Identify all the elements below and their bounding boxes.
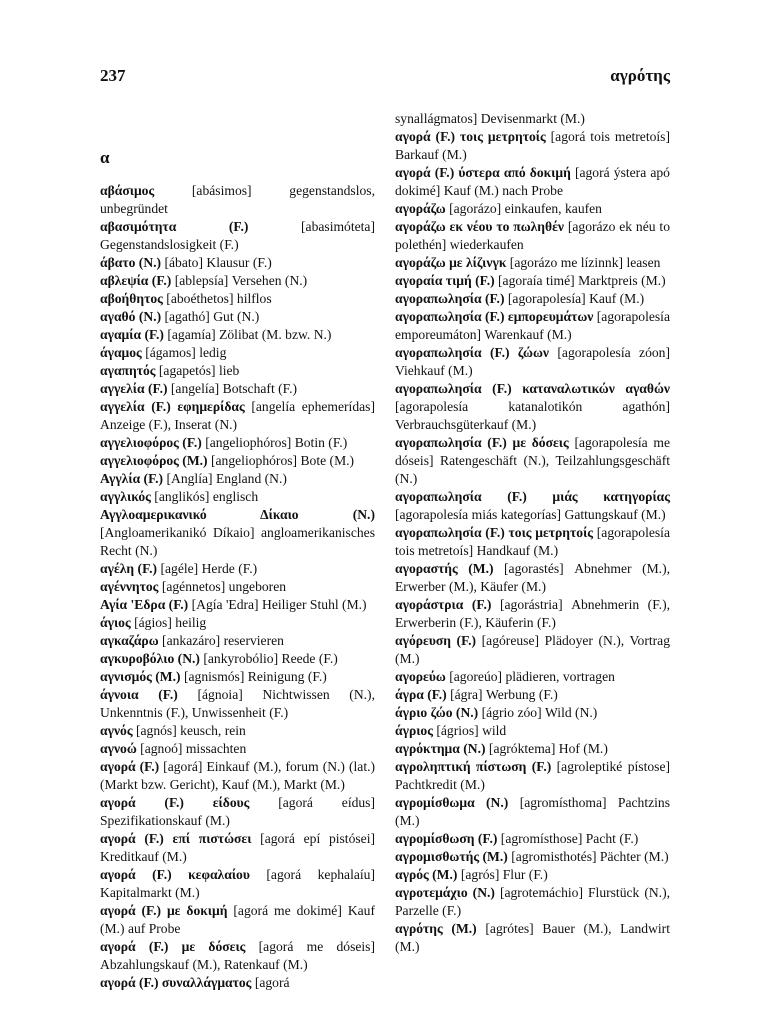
entry-transliteration: [angeliophóros] [210,453,298,468]
entry-gloss: hilflos [236,291,272,306]
entry-transliteration: [agorástria] [499,597,563,612]
entry-transliteration: [angelía] [170,381,220,396]
entry-gloss: Botschaft (F.) [222,381,298,396]
entry-transliteration: [agorá [254,975,290,990]
entry-gloss: Reede (F.) [281,651,338,666]
entry-gloss: Abnehmer (M.), Erwerber (M.), Käufer (M.) [395,561,671,594]
entry-headword: άγιος [100,615,131,630]
entry-transliteration: [agnoó] [140,741,183,756]
entry-gloss: Kapitalmarkt (M.) [100,885,200,900]
entry-headword: αβασιμότητα (F.) [100,219,249,234]
entry-transliteration: [Angloamerikanikó Díkaio] [100,525,255,540]
dictionary-entry [395,560,670,596]
entry-transliteration: [abasimóteta] [301,219,375,234]
entry-gloss: Ratengeschäft (N.), Teilzahlungsgeschäft (N.) [395,453,671,486]
entry-transliteration: [agoraía timé] [498,273,575,288]
dictionary-entry [395,254,670,272]
entry-transliteration: [agromísthoma] [519,795,607,810]
dictionary-entry [395,866,670,884]
entry-gloss: Bauer (M.), Landwirt (M.) [395,921,670,954]
dictionary-entry [100,254,375,272]
dictionary-entry [395,290,670,308]
dictionary-entry [100,938,375,974]
entry-transliteration: [agnismós] [183,669,245,684]
entry-transliteration: [agorázo ek néu to polethén] [395,219,670,252]
entry-headword: αγορά (F.) με δοκιμή [100,903,228,918]
entry-headword: αγοραπωλησία (F.) εμπορευμάτων [395,309,594,324]
entry-headword: αγρότης (M.) [395,921,477,936]
entry-gloss: Reinigung (F.) [247,669,327,684]
entry-headword: αγέννητος [100,579,159,594]
dictionary-entry [100,326,375,344]
entry-gloss: Flur (F.) [502,867,548,882]
dictionary-entry [100,974,375,992]
entry-headword: αγόρευση (F.) [395,633,477,648]
entry-transliteration: [agroleptiké pístose] [556,759,670,774]
entry-gloss: leasen [626,255,661,270]
entry-transliteration: [ablepsía] [174,273,229,288]
entry-transliteration: [agorázo me lízinnk] [509,255,624,270]
dictionary-entry [100,686,375,722]
entry-headword: αγγελιοφόρος (F.) [100,435,202,450]
entry-headword: αβάσιμος [100,183,155,198]
entry-gloss: Nichtwissen (N.), Unkenntnis (F.), Unwissenheit (F.) [100,687,375,720]
entry-transliteration: [ágios] [134,615,172,630]
entry-headword: αγοράζω με λίζινγκ [395,255,507,270]
entry-headword: αγοραπωλησία (F.) ζώων [395,345,549,360]
entry-gloss: ungeboren [228,579,287,594]
entry-transliteration: [agromisthotés] [511,849,597,864]
entry-gloss: Viehkauf (M.) [395,363,473,378]
dictionary-entry [100,308,375,326]
entry-transliteration: [agrótes] [485,921,534,936]
entry-transliteration: [ábato] [164,255,203,270]
dictionary-entry [100,794,375,830]
entry-headword: αγοράζω [395,201,446,216]
entry-transliteration: [agénnetos] [161,579,226,594]
dictionary-entry [100,290,375,308]
entry-headword: αγορά (F.) συναλλάγματος [100,975,252,990]
entry-headword: αγοραπωλησία (F.) μιάς κατηγορίας [395,489,670,504]
entry-headword: αγορεύω [395,669,446,684]
dictionary-entry [100,722,375,740]
entry-headword: αγοραπωλησία (F.) [395,291,505,306]
dictionary-entry [395,308,670,344]
entry-headword: αγροληπτική πίστωση (F.) [395,759,552,774]
entry-transliteration: [anglikós] [154,489,210,504]
dictionary-entry [100,758,375,794]
entry-gloss: Gut (N.) [213,309,260,324]
entry-gloss: Verbrauchsgüterkauf (M.) [395,417,537,432]
entry-headword: Αγγλία (F.) [100,471,164,486]
entry-transliteration: [abásimos] [191,183,252,198]
dictionary-entry [395,110,670,128]
entry-transliteration: [agrós] [460,867,500,882]
entry-transliteration: [agorapolesía me dóseis] [395,435,670,468]
entry-headword: άγριος [395,723,433,738]
entry-transliteration: [angelía ephemerídas] [251,399,375,414]
entry-transliteration: [agorapolesía] [507,291,586,306]
entry-transliteration: [agorapolesía katanalotikón agathón] [395,399,670,414]
entry-transliteration: [angeliophóros] [205,435,292,450]
dictionary-entry [100,740,375,758]
dictionary-entry [395,596,670,632]
entry-gloss: gegenstandslos, unbegründet [100,183,375,216]
entry-transliteration: [agorá me dóseis] [258,939,375,954]
entry-headword: αγορά (F.) επί πιστώσει [100,831,252,846]
entry-headword: αγγελιοφόρος (M.) [100,453,208,468]
entry-headword: αγροτεμάχιο (N.) [395,885,495,900]
entry-headword: αγρομισθωτής (M.) [395,849,508,864]
entry-transliteration: [agamía] [167,327,216,342]
entry-headword: αγορά (F.) ύστερα από δοκιμή [395,165,571,180]
entry-gloss: Flurstück (N.), Parzelle (F.) [395,885,671,918]
dictionary-entry [100,668,375,686]
left-column [100,182,375,992]
entry-headword: αγρομίσθωμα (N.) [395,795,509,810]
entry-headword: άγρα (F.) [395,687,447,702]
page-number: 237 [100,66,126,85]
entry-transliteration: [agromísthose] [500,831,583,846]
dictionary-entry [100,362,375,380]
entry-headword: αβοήθητος [100,291,163,306]
dictionary-entry [100,614,375,632]
dictionary-entry [395,686,670,704]
entry-transliteration: [agorapolesía emporeumáton] [395,309,670,342]
entry-gloss: Wild (N.) [545,705,598,720]
right-column [395,110,670,956]
entry-gloss: lieb [218,363,240,378]
dictionary-entry [100,902,375,938]
dictionary-entry [100,470,375,488]
entry-gloss: Devisenmarkt (M.) [480,111,585,126]
section-letter: α [100,148,110,167]
entry-gloss: wiederkaufen [449,237,524,252]
entry-gloss: plädieren, vortragen [505,669,615,684]
entry-gloss: Spezifikationskauf (M.) [100,813,230,828]
entry-gloss: wild [482,723,507,738]
entry-gloss: Pacht (F.) [585,831,639,846]
dictionary-entry [100,578,375,596]
entry-headword: αγορά (F.) [100,759,160,774]
dictionary-entry [395,758,670,794]
entry-headword: αγνοώ [100,741,137,756]
entry-headword: αβλεψία (F.) [100,273,172,288]
entry-gloss: ledig [199,345,227,360]
entry-transliteration: [agorá ýstera apó dokimé] [395,165,670,198]
entry-gloss: heilig [175,615,207,630]
entry-headword: άγριο ζώο (N.) [395,705,479,720]
dictionary-entry [100,182,375,218]
dictionary-entry [395,884,670,920]
entry-transliteration: [agorá kephalaíu] [266,867,375,882]
entry-transliteration: [agorá epí pistósei] [260,831,376,846]
dictionary-entry [395,218,670,254]
entry-headword: αγρός (M.) [395,867,458,882]
entry-gloss: missachten [185,741,247,756]
entry-headword: αγγελία (F.) εφημερίδας [100,399,245,414]
entry-transliteration: [agorá] [163,759,203,774]
entry-transliteration: [Agía 'Edra] [191,597,259,612]
entry-gloss: Kreditkauf (M.) [100,849,187,864]
entry-transliteration: [agathó] [164,309,210,324]
entry-transliteration: synallágmatos] [395,111,478,126]
dictionary-entry [395,794,670,830]
entry-headword: άβατο (N.) [100,255,162,270]
entry-gloss: Hof (M.) [558,741,608,756]
entry-transliteration: [ágra] [450,687,483,702]
dictionary-entry [395,200,670,218]
entry-headword: αγορά (F.) κεφαλαίου [100,867,250,882]
entry-transliteration: [agorá eídus] [278,795,376,810]
dictionary-entry [395,524,670,560]
entry-transliteration: [ágnoia] [197,687,243,702]
running-head: αγρότης [610,66,670,85]
entry-transliteration: [agorapolesía zóon] [557,345,670,360]
entry-transliteration: [agorastés] [504,561,564,576]
entry-headword: αγοραπωλησία (F.) με δόσεις [395,435,569,450]
dictionary-entry [395,740,670,758]
entry-gloss: Botin (F.) [294,435,348,450]
entry-gloss: Warenkauf (M.) [484,327,572,342]
entry-gloss: Versehen (N.) [231,273,308,288]
entry-headword: αγαπητός [100,363,156,378]
dictionary-entry [100,452,375,470]
entry-gloss: Werbung (F.) [485,687,558,702]
entry-transliteration: [Anglía] [166,471,213,486]
entry-gloss: Kauf (M.) nach Probe [443,183,564,198]
entry-headword: αγγλικός [100,489,151,504]
entry-headword: αγνός [100,723,133,738]
entry-transliteration: [agapetós] [158,363,216,378]
entry-gloss: Herde (F.) [201,561,258,576]
dictionary-entry [100,830,375,866]
dictionary-entry [395,830,670,848]
entry-headword: αγοραπωλησία (F.) καταναλωτικών αγαθών [395,381,670,396]
entry-gloss: Handkauf (M.) [476,543,559,558]
entry-headword: αγοραστής (M.) [395,561,494,576]
entry-gloss: Pachtzins (M.) [395,795,670,828]
entry-gloss: Abnehmerin (F.), Erwerberin (F.), Käuferin (F.) [395,597,671,630]
dictionary-entry [395,704,670,722]
entry-headword: αγρόκτημα (N.) [395,741,486,756]
entry-headword: αγοραπωλησία (F.) τοις μετρητοίς [395,525,594,540]
entry-gloss: Kauf (M.) [589,291,645,306]
dictionary-entry [395,488,670,524]
entry-transliteration: [ágrio zóo] [481,705,542,720]
dictionary-entry [100,398,375,434]
entry-headword: άγνοια (F.) [100,687,178,702]
entry-transliteration: [agorázo] [449,201,502,216]
entry-headword: αγνισμός (M.) [100,669,181,684]
entry-headword: αγκαζάρω [100,633,159,648]
dictionary-entry [395,344,670,380]
entry-headword: αγοράστρια (F.) [395,597,492,612]
entry-gloss: einkaufen, kaufen [504,201,602,216]
entry-headword: αγορά (F.) τοις μετρητοίς [395,129,546,144]
dictionary-entry [395,848,670,866]
dictionary-entry [395,164,670,200]
entry-transliteration: [aboéthetos] [166,291,234,306]
entry-gloss: England (N.) [215,471,287,486]
entry-headword: άγαμος [100,345,142,360]
entry-headword: αγγελία (F.) [100,381,168,396]
dictionary-entry [395,128,670,164]
entry-headword: αγαμία (F.) [100,327,164,342]
entry-gloss: reservieren [223,633,284,648]
dictionary-entry [395,434,670,488]
dictionary-entry [100,218,375,254]
entry-transliteration: [agrotemáchio] [499,885,583,900]
dictionary-entry [395,272,670,290]
entry-transliteration: [agorapolesía tois metretoís] [395,525,670,558]
entry-headword: αγοράζω εκ νέου το πωληθέν [395,219,564,234]
dictionary-entry [395,722,670,740]
entry-transliteration: [agorapolesía miás kategorías] [395,507,562,522]
entry-gloss: Heiliger Stuhl (M.) [262,597,367,612]
dictionary-entry [395,920,670,956]
dictionary-entry [100,866,375,902]
dictionary-entry [100,650,375,668]
dictionary-entry [100,632,375,650]
entry-gloss: Gattungskauf (M.) [564,507,666,522]
entry-headword: Αγία 'Εδρα (F.) [100,597,189,612]
dictionary-entry [395,668,670,686]
entry-gloss: englisch [212,489,259,504]
entry-gloss: Kauf (M.) auf Probe [100,903,375,936]
entry-gloss: Anzeige (F.), Inserat (N.) [100,417,238,432]
dictionary-entry [100,506,375,560]
dictionary-entry [100,560,375,578]
entry-transliteration: [agóreuse] [481,633,540,648]
entry-gloss: Pachtkredit (M.) [395,777,485,792]
dictionary-entry [395,380,670,434]
entry-headword: αγέλη (F.) [100,561,158,576]
entry-transliteration: [ágamos] [145,345,196,360]
entry-gloss: Barkauf (M.) [395,147,467,162]
dictionary-entry [395,632,670,668]
entry-headword: αγοραία τιμή (F.) [395,273,495,288]
entry-gloss: Pächter (M.) [599,849,669,864]
dictionary-entry [100,596,375,614]
entry-gloss: Einkauf (M.), forum (N.) (lat.) (Markt bzw. Gericht), Kauf (M.), Markt (M.) [100,759,376,792]
entry-gloss: Marktpreis (M.) [578,273,666,288]
entry-headword: αγαθό (N.) [100,309,162,324]
entry-transliteration: [ágrios] [436,723,479,738]
entry-transliteration: [agorá tois metretoís] [550,129,670,144]
entry-headword: αγκυροβόλιο (N.) [100,651,200,666]
entry-gloss: Abzahlungskauf (M.), Ratenkauf (M.) [100,957,308,972]
dictionary-entry [100,488,375,506]
dictionary-entry [100,272,375,290]
entry-gloss: Gegenstandslosigkeit (F.) [100,237,239,252]
entry-transliteration: [ankyrobólio] [203,651,279,666]
entry-gloss: keusch, rein [180,723,246,738]
entry-gloss: Klausur (F.) [206,255,272,270]
entry-transliteration: [agéle] [160,561,199,576]
entry-transliteration: [agróktema] [488,741,556,756]
entry-transliteration: [agoreúo] [449,669,503,684]
dictionary-entry [100,344,375,362]
entry-gloss: Plädoyer (N.), Vortrag (M.) [395,633,671,666]
entry-transliteration: [agorá me dokimé] [233,903,342,918]
entry-headword: αγορά (F.) με δόσεις [100,939,246,954]
entry-transliteration: [ankazáro] [162,633,221,648]
entry-gloss: Bote (M.) [300,453,355,468]
entry-headword: αγορά (F.) είδους [100,795,250,810]
dictionary-entry [100,434,375,452]
entry-transliteration: [agnós] [135,723,177,738]
dictionary-entry [100,380,375,398]
entry-gloss: angloamerikanisches Recht (N.) [100,525,375,558]
entry-headword: Αγγλοαμερικανικό Δίκαιο (N.) [100,507,375,522]
entry-headword: αγρομίσθωση (F.) [395,831,498,846]
entry-gloss: Zölibat (M. bzw. N.) [219,327,332,342]
